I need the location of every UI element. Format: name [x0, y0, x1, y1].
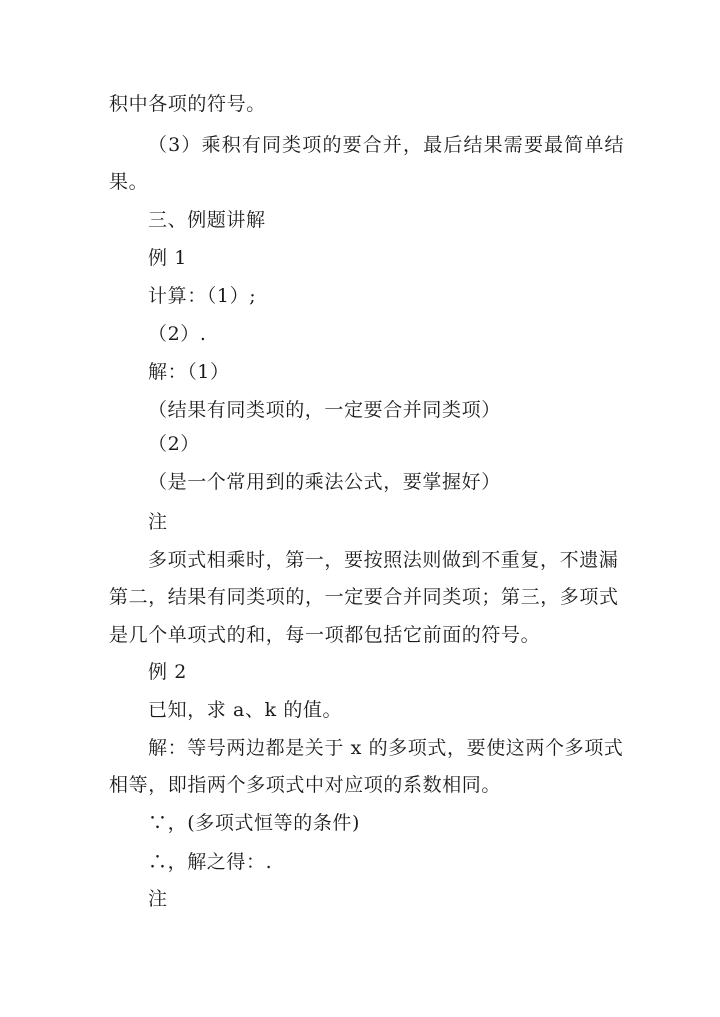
text-line: 相等，即指两个多项式中对应项的系数相同。	[109, 774, 502, 796]
note-label: 注	[148, 888, 168, 910]
note-label: 注	[148, 511, 168, 533]
text-line: （3）乘积有同类项的要合并，最后结果需要最简单结	[148, 134, 625, 156]
section-heading: 三、例题讲解	[148, 209, 266, 231]
text-line: 解：（1）	[148, 361, 230, 383]
text-line: （2）	[148, 433, 200, 455]
example-label: 例 2	[148, 661, 187, 683]
text-line: 计算：（1）;	[148, 285, 257, 307]
text-line: 已知，求 a、k 的值。	[148, 699, 343, 721]
text-line: 解：等号两边都是关于 x 的多项式，要使这两个多项式	[148, 737, 624, 759]
text-line: ∴，解之得：.	[148, 851, 273, 873]
text-line: （2）.	[148, 323, 207, 345]
text-line: 多项式相乘时，第一，要按照法则做到不重复，不遗漏	[148, 549, 619, 571]
text-line: 积中各项的符号。	[109, 93, 266, 115]
text-line: 果。	[109, 171, 149, 193]
text-line: （是一个常用到的乘法公式，要掌握好）	[148, 471, 501, 493]
example-label: 例 1	[148, 247, 187, 269]
text-line: （结果有同类项的，一定要合并同类项）	[148, 399, 501, 421]
text-line: 第二，结果有同类项的，一定要合并同类项；第三，多项式	[109, 586, 619, 608]
text-line: ∵，(多项式恒等的条件)	[148, 812, 361, 834]
text-line: 是几个单项式的和，每一项都包括它前面的符号。	[109, 624, 541, 646]
